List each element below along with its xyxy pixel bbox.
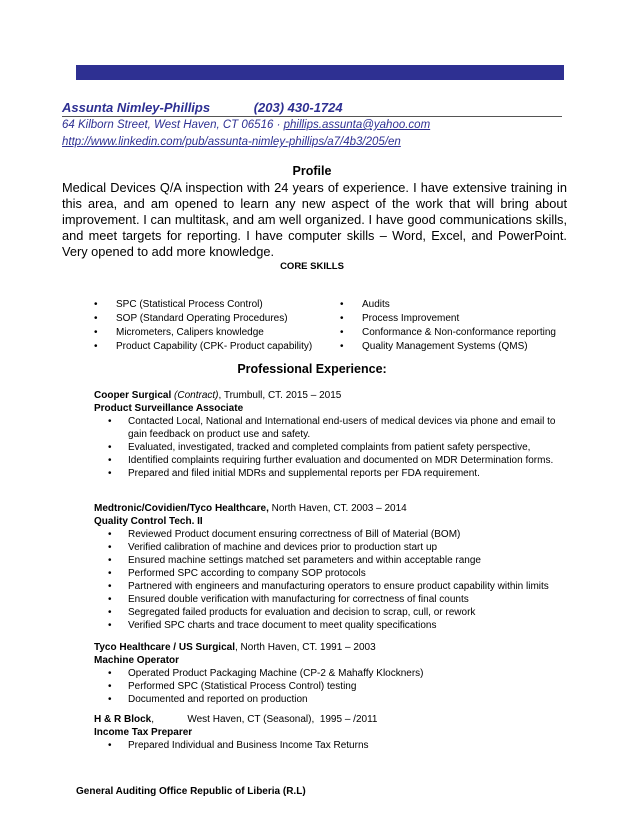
header-accent-bar	[76, 65, 564, 80]
list-item: • Reviewed Product document ensuring correctness of Bill of Material (BOM)	[104, 528, 574, 541]
job-tyco-healthcare	[94, 641, 574, 706]
job-title: Product Surveillance Associate	[94, 403, 244, 414]
job-duties	[94, 739, 574, 752]
linkedin-line	[62, 134, 562, 151]
list-item: • Contacted Local, National and International end-users of medical devices via phone and email to gain feedback on product use and safety.	[104, 415, 574, 441]
job-contract-type: (Contract)	[174, 390, 219, 401]
list-item: • Segregated failed products for evaluation and decision to scrap, cull, or rework	[104, 606, 574, 619]
list-item: • Ensured double verification with manufacturing for correctness of final counts	[104, 593, 574, 606]
address: 64 Kilborn Street, West Haven, CT 06516 ·	[62, 119, 284, 131]
list-item: • Performed SPC according to company SOP protocols	[104, 567, 574, 580]
list-item: • Documented and reported on production	[104, 693, 574, 706]
job-medtronic	[94, 502, 574, 632]
list-item: • SPC (Statistical Process Control)	[90, 298, 312, 312]
resume-header	[62, 100, 562, 151]
list-item: • Verified calibration of machine and devices prior to production start up	[104, 541, 574, 554]
job-hr-block	[94, 713, 574, 752]
job-title: Income Tax Preparer	[94, 727, 193, 738]
list-item: • Micrometers, Calipers knowledge	[90, 326, 312, 340]
job-duties	[94, 667, 574, 706]
list-item: • SOP (Standard Operating Procedures)	[90, 312, 312, 326]
job-cooper-surgical	[94, 389, 574, 480]
job-location-dates: , North Haven, CT. 1991 – 2003	[234, 642, 376, 653]
list-item: • Process Improvement	[336, 312, 556, 326]
contact-line	[62, 117, 562, 134]
list-item: • Prepared and filed initial MDRs and supplemental reports per FDA requirement.	[104, 467, 574, 480]
job-company-line	[94, 713, 574, 726]
list-item: • Conformance & Non-conformance reporting	[336, 326, 556, 340]
company-name: Tyco Healthcare / US Surgical	[94, 642, 235, 653]
job-duties	[94, 415, 574, 480]
phone-number: (203) 430-1724	[253, 100, 343, 115]
core-skills-right-list	[336, 298, 556, 354]
core-skills-heading: CORE SKILLS	[280, 261, 344, 272]
list-item: • Partnered with engineers and manufacturing operators to ensure product capability within limits	[104, 580, 574, 593]
linkedin-link[interactable]: http://www.linkedin.com/pub/assunta-nimley-phillips/a7/4b3/205/en	[62, 136, 401, 148]
job-title: Quality Control Tech. II	[94, 516, 203, 527]
email-link[interactable]: phillips.assunta@yahoo.com	[283, 119, 431, 131]
experience-heading: Professional Experience:	[237, 362, 387, 376]
list-item: • Operated Product Packaging Machine (CP-2 & Mahaffy Klockners)	[104, 667, 574, 680]
job-location-dates: North Haven, CT. 2003 – 2014	[268, 503, 407, 514]
list-item: • Performed SPC (Statistical Process Control) testing	[104, 680, 574, 693]
job-company-line	[94, 641, 574, 654]
company-name: Medtronic/Covidien/Tyco Healthcare,	[94, 503, 269, 514]
job-title: Machine Operator	[94, 655, 180, 666]
core-skills-left-list	[90, 298, 312, 354]
list-item: • Prepared Individual and Business Income Tax Returns	[104, 739, 574, 752]
list-item: • Quality Management Systems (QMS)	[336, 340, 556, 354]
company-name: H & R Block	[94, 714, 152, 725]
list-item: • Audits	[336, 298, 556, 312]
job-location-dates: , West Haven, CT (Seasonal), 1995 – /2011	[151, 714, 378, 725]
job-company-line	[94, 389, 574, 402]
profile-summary: Medical Devices Q/A inspection with 24 years of experience. I have extensive training in this area, and am opened to learn any new aspect of the work that will bring about improvement. I can multitask, and am well organized. I have good communications skills, and meet targets for reporting. I have computer skills – Word, Excel, and PowerPoint. Very opened to add more knowledge.	[62, 180, 567, 259]
job-duties	[94, 528, 574, 632]
company-name: Cooper Surgical	[94, 390, 172, 401]
list-item: • Ensured machine settings matched set parameters and within acceptable range	[104, 554, 574, 567]
profile-heading: Profile	[292, 164, 332, 178]
job-company-line	[94, 502, 574, 515]
name-row	[62, 100, 562, 117]
list-item: • Identified complaints requiring further evaluation and documented on MDR Determination forms.	[104, 454, 574, 467]
job-location-dates: , Trumbull, CT. 2015 – 2015	[218, 390, 342, 401]
list-item: • Evaluated, investigated, tracked and completed complaints from patient safety perspective,	[104, 441, 574, 454]
list-item: • Verified SPC charts and trace document to meet quality specifications	[104, 619, 574, 632]
candidate-name: Assunta Nimley-Phillips	[62, 100, 211, 115]
page-footer: General Auditing Office Republic of Liberia (R.L)	[76, 786, 306, 797]
list-item: • Product Capability (CPK- Product capability)	[90, 340, 312, 354]
